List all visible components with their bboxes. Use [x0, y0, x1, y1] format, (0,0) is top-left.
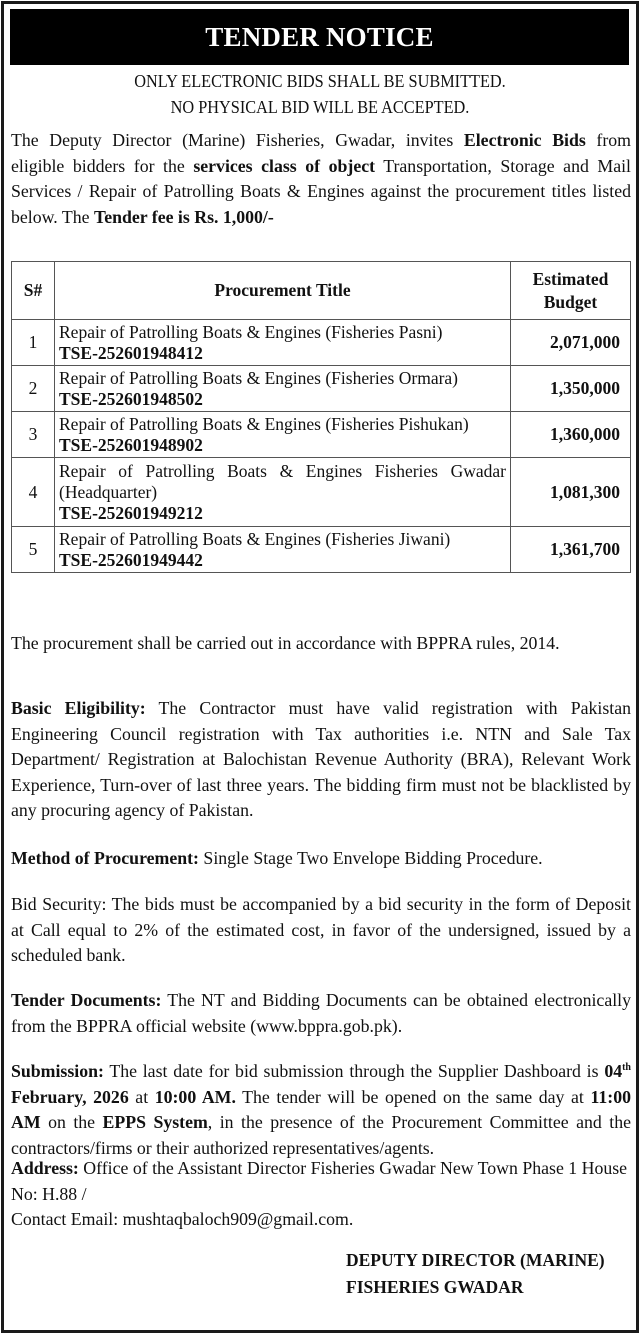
row-budget: 1,081,300	[511, 458, 631, 527]
table-row	[12, 412, 631, 458]
row-title-cell	[55, 366, 511, 412]
row-title-cell	[55, 320, 511, 366]
tender-documents-paragraph	[11, 988, 631, 1039]
submission-text: The last date for bid submission through the Supplier Dashboard is	[103, 1061, 605, 1081]
row-budget: 1,350,000	[511, 366, 631, 412]
address-label: Address:	[11, 1158, 79, 1178]
row-title-cell	[55, 527, 511, 573]
header-procurement-title: Procurement Title	[55, 262, 511, 320]
row-sn: 5	[12, 527, 55, 573]
row-title-cell	[55, 412, 511, 458]
row-budget: 2,071,000	[511, 320, 631, 366]
table-row	[12, 366, 631, 412]
row-sn: 2	[12, 366, 55, 412]
row-tender-ref: TSE-252601949442	[59, 549, 203, 570]
intro-text: from eligible bidders for the	[11, 130, 631, 176]
rules-paragraph: The procurement shall be carried out in accordance with BPPRA rules, 2014.	[11, 633, 560, 653]
signature-block	[346, 1247, 636, 1301]
row-sn: 4	[12, 458, 55, 527]
table-row	[12, 527, 631, 573]
table-row	[12, 458, 631, 527]
tender-fee: Tender fee is Rs. 1,000/-	[93, 206, 274, 227]
epps-system: EPPS System	[102, 1112, 208, 1132]
eligibility-label: Basic Eligibility:	[11, 698, 146, 718]
row-title: Repair of Patrolling Boats & Engines (Fisheries Pasni)	[59, 321, 443, 342]
table-header-row	[12, 262, 631, 320]
row-tender-ref: TSE-252601949212	[59, 502, 203, 523]
intro-electronic-bids: Electronic Bids	[463, 130, 586, 150]
submission-text: The tender will be opened on the same day at	[235, 1086, 591, 1107]
row-title-cell	[55, 458, 511, 527]
contact-email: Contact Email: mushtaqbaloch909@gmail.com.	[11, 1209, 354, 1229]
row-title: Repair of Patrolling Boats & Engines (Fisheries Pishukan)	[59, 413, 469, 434]
eligibility-paragraph	[11, 696, 631, 824]
method-label: Method of Procurement:	[11, 848, 199, 868]
tender-documents-text: The NT and Bidding Documents can be obtained electronically from the BPPRA official website (www.bppra.gob.pk).	[11, 990, 631, 1036]
date-day: 04	[604, 1061, 623, 1081]
notice-title: TENDER NOTICE	[205, 21, 434, 52]
eligibility-text: The Contractor must have valid registration with Pakistan Engineering Council registration with Tax authorities i.e. NTN and Sale Tax Department/ Registration at Balochistan Revenue Authority (BRA), Relevant Work Experience, Turn-over of last three years. The bidding firm must not be blacklisted by any procuring agency of Pakistan.	[11, 698, 631, 820]
signature-title: DEPUTY DIRECTOR (MARINE)	[346, 1250, 605, 1270]
date-rest: February, 2026	[11, 1086, 129, 1107]
row-title: Repair of Patrolling Boats & Engines (Fisheries Jiwani)	[59, 528, 451, 549]
subheading-line-1: ONLY ELECTRONIC BIDS SHALL BE SUBMITTED.	[134, 71, 506, 91]
row-budget: 1,360,000	[511, 412, 631, 458]
row-budget: 1,361,700	[511, 527, 631, 573]
row-tender-ref: TSE-252601948412	[59, 342, 203, 363]
intro-services-class: services class of object	[193, 155, 376, 176]
submission-label: Submission:	[11, 1061, 104, 1081]
row-sn: 3	[12, 412, 55, 458]
submission-paragraph	[11, 1059, 631, 1161]
method-paragraph	[11, 846, 631, 872]
submission-text: , in the presence of the Procurement Committee and the contractors/firms or their authorized representatives/agents.	[11, 1112, 631, 1158]
row-title: Repair of Patrolling Boats & Engines Fisheries Gwadar (Headquarter)	[59, 460, 506, 502]
row-sn: 1	[12, 320, 55, 366]
address-paragraph	[11, 1156, 631, 1233]
header-sn: S#	[12, 262, 55, 320]
table-row	[12, 320, 631, 366]
method-text: Single Stage Two Envelope Bidding Procedure.	[198, 848, 543, 868]
tender-documents-label: Tender Documents:	[11, 990, 162, 1010]
row-tender-ref: TSE-252601948502	[59, 388, 203, 409]
row-title: Repair of Patrolling Boats & Engines (Fisheries Ormara)	[59, 367, 459, 388]
subheading-line-2: NO PHYSICAL BID WILL BE ACCEPTED.	[170, 97, 470, 117]
address-text: Office of the Assistant Director Fisheries Gwadar New Town Phase 1 House No: H.88 /	[11, 1158, 628, 1204]
intro-text: Transportation, Storage and Mail Services / Repair of Patrolling Boats & Engines against the procurement titles listed below. The	[11, 155, 631, 227]
opening-time: 11:00 AM	[11, 1086, 631, 1132]
submission-text: on the	[40, 1112, 103, 1132]
procurement-table	[11, 261, 631, 573]
intro-paragraph	[11, 128, 631, 230]
date-suffix: th	[622, 1062, 631, 1074]
header-estimated-budget: Estimated Budget	[511, 262, 631, 320]
tender-notice-frame	[1, 1, 639, 1333]
intro-text: The Deputy Director (Marine) Fisheries, Gwadar, invites	[11, 130, 464, 150]
submission-deadline-time: 10:00 AM.	[154, 1086, 236, 1107]
row-tender-ref: TSE-252601948902	[59, 434, 203, 455]
title-banner	[10, 9, 629, 65]
submission-text: at	[128, 1086, 155, 1107]
bid-security-paragraph: Bid Security: The bids must be accompanied by a bid security in the form of Deposit at Call equal to 2% of the estimated cost, in favor of the undersigned, issued by a scheduled bank.	[11, 894, 631, 965]
signature-office: FISHERIES GWADAR	[346, 1277, 524, 1297]
